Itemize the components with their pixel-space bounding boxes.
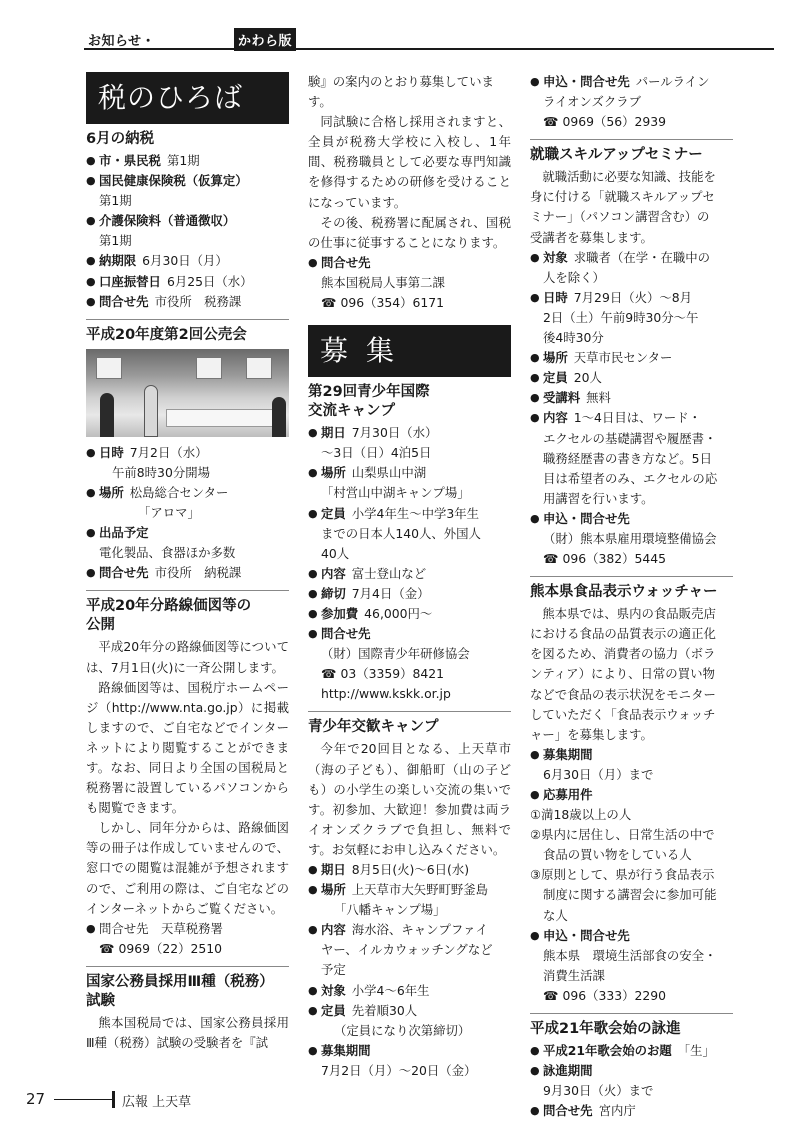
- seminar-line: 身に付ける「就職スキルアップセ: [530, 189, 715, 205]
- divider: [530, 139, 733, 140]
- list-item: ● 募集期間: [308, 1041, 511, 1061]
- list-item: ● 対象 求職者（在学・在職中の: [530, 248, 733, 268]
- list-item-cont: （定員になり次第締切）: [334, 1022, 471, 1038]
- phone-icon: ☎: [543, 114, 559, 130]
- list-item: ● 問合せ先 市役所 納税課: [86, 563, 289, 583]
- requirement-2: ②県内に居住し、日常生活の中で: [530, 827, 715, 843]
- footer-bar: [112, 1091, 115, 1108]
- list-item-cont: 予定: [321, 962, 346, 978]
- list-item-cont: 9月30日（火）まで: [543, 1083, 654, 1099]
- list-item-cont: までの日本人140人、外国人: [321, 525, 481, 541]
- koumuin-cont-3: その後、税務署に配属され、国税の仕事に従事することになります。: [308, 214, 511, 250]
- camp1-url[interactable]: http://www.kskk.or.jp: [321, 686, 451, 702]
- koumuin-para: 熊本国税局では、国家公務員採用Ⅲ種（税務）試験の受験者を『試: [86, 1014, 289, 1050]
- camp2-title: 青少年交歓キャンプ: [308, 719, 439, 736]
- koumuin-title: 国家公務員採用Ⅲ種（税務） 試験: [86, 973, 274, 1009]
- list-item: ● 介護保険料（普通徴収）: [86, 211, 289, 231]
- list-item-cont: エクセルの基礎講習や履歴書・: [543, 430, 717, 446]
- boshu-banner: 募集: [308, 325, 511, 377]
- list-item-cont: 「八幡キャンプ場」: [334, 902, 446, 918]
- column-3: [530, 72, 733, 1121]
- column-1: [86, 72, 289, 1053]
- footer-rule: [54, 1099, 112, 1100]
- list-item-cont: 消費生活課: [543, 967, 605, 983]
- rosenka-para-2: 路線価図等は、国税庁ホームページ（http://www.nta.go.jp）に掲載しますので、ご自宅などでインターネットにより閲覧することができます。なお、同日より全国の国税局と税務署に設置しているパソコンからも閲覧できます。: [86, 679, 290, 816]
- food-line: などで食品の表示状況をモニター: [530, 686, 716, 702]
- koumuin-tel: ☎ 096（354）6171: [321, 295, 445, 311]
- list-item: ● 内容 海水浴、キャンプファイ: [308, 920, 511, 940]
- food-line: していただく「食品表示ウォッチ: [530, 706, 716, 722]
- auction-photo: [86, 349, 289, 437]
- rosenka-para-3: しかし、同年分からは、路線価図等の冊子は作成していませんので、窓口での閲覧は混雑が予想されますので、ご利用の際は、ご自宅などのインターネットからご覧ください。: [86, 820, 290, 916]
- list-item: ● 場所 天草市民センター: [530, 348, 733, 368]
- seminar-line: 受講者を募集します。: [530, 229, 653, 245]
- list-item: ● 申込・問合せ先: [530, 926, 733, 946]
- camp2-para: 今年で20回目となる、上天草市（海の子ども）、御船町（山の子ども）の小学生の楽しい交流の集いです。初参加、大歓迎！参加費は両ライオンズクラブで負担し、無料です。お気軽にお申し込みください。: [308, 741, 512, 857]
- camp2-tel: ☎ 0969（56）2939: [543, 114, 667, 130]
- koumuin-cont-1: 験』の案内のとおり募集しています。: [308, 74, 494, 110]
- list-item: ● 定員 先着順30人: [308, 1001, 511, 1021]
- list-item-cont: ライオンズクラブ: [543, 94, 642, 110]
- list-item: ● 内容 1～4日目は、ワード・: [530, 408, 733, 428]
- list-item: ● 口座振替日 6月25日（水）: [86, 272, 289, 292]
- food-line: ャー」を募集します。: [530, 726, 653, 742]
- food-watcher-title: 熊本県食品表示ウォッチャー: [530, 584, 718, 601]
- list-item-cont: 2日（土）午前9時30分～午: [543, 309, 699, 325]
- seminar-line: ミナー」（パソコン講習含む）の: [530, 209, 710, 225]
- food-line: を図るため、消費者の協力（ボラ: [530, 646, 716, 662]
- list-item-cont: 「村営山中湖キャンプ場」: [321, 485, 470, 501]
- divider: [86, 319, 289, 320]
- requirement-3: ③原則として、県が行う食品表示: [530, 867, 715, 883]
- page-number: 27: [26, 1090, 46, 1108]
- divider: [86, 590, 289, 591]
- list-item: ● 平成21年歌会始のお題 「生」: [530, 1041, 733, 1061]
- requirement-3-cont: 制度に関する講習会に参加可能: [543, 887, 717, 903]
- food-line: 熊本県では、県内の食品販売店: [542, 606, 716, 622]
- list-item-cont: 用講習を行います。: [543, 490, 654, 506]
- list-item: ● 内容 富士登山など: [308, 564, 511, 584]
- utakai-title: 平成21年歌会始の詠進: [530, 1021, 681, 1038]
- list-item: ● 問合せ先: [308, 624, 511, 644]
- phone-icon: ☎: [321, 666, 337, 682]
- list-item: ● 問合せ先 宮内庁: [530, 1101, 733, 1121]
- list-item: ● 場所 山梨県山中湖: [308, 463, 511, 483]
- list-item-cont: 熊本県 環境生活部食の安全・: [543, 947, 717, 963]
- requirement-3-cont: な人: [543, 907, 568, 923]
- phone-icon: ☎: [321, 295, 337, 311]
- list-item: ● 国民健康保険税（仮算定）: [86, 171, 289, 191]
- list-item-cont: 7月2日（月）～20日（金）: [321, 1062, 477, 1078]
- list-item-cont: 電化製品、食器ほか多数: [99, 545, 236, 561]
- list-item: ● 締切 7月4日（金）: [308, 584, 511, 604]
- list-item: ● 受講料 無料: [530, 388, 733, 408]
- list-item-cont: 午前8時30分開場: [112, 464, 210, 480]
- list-item: ● 対象 小学4～6年生: [308, 981, 511, 1001]
- rosenka-title: 平成20年分路線価図等の 公開: [86, 598, 252, 634]
- list-item-cont: 後4時30分: [543, 330, 604, 346]
- food-line: における食品の品質表示の適正化: [530, 626, 716, 642]
- header-kawaraban: かわら版: [234, 28, 296, 51]
- list-item: ● 詠進期間: [530, 1061, 733, 1081]
- list-item: ● 申込・問合せ先 パールライン: [530, 72, 733, 92]
- tax-section-banner: 税のひろば: [86, 72, 289, 124]
- koumuin-cont-2: 同試験に合格し採用されますと、全員が税務大学校に入校し、1年間、税務職員として必要な専門知識を修得するための研修を受けることになっています。: [308, 114, 512, 210]
- list-item-cont: 職務経歴書の書き方など。5日: [543, 450, 712, 466]
- list-item-cont: （財）熊本県雇用環境整備協会: [543, 530, 717, 546]
- list-item: ● 申込・問合せ先: [530, 509, 733, 529]
- list-item-cont: 「アロマ」: [138, 505, 200, 521]
- list-item: ● 応募用件: [530, 785, 733, 805]
- list-item-cont: ～3日（日）4泊5日: [321, 445, 432, 461]
- list-item: ● 定員 小学4年生～中学3年生: [308, 504, 511, 524]
- list-item-cont: 第1期: [99, 193, 132, 209]
- list-item-cont: 人を除く）: [543, 269, 605, 285]
- seminar-title: 就職スキルアップセミナー: [530, 147, 703, 164]
- camp1-title: 第29回青少年国際 交流キャンプ: [308, 384, 430, 420]
- seminar-tel: ☎ 096（382）5445: [543, 551, 667, 567]
- list-item: ● 定員 20人: [530, 368, 733, 388]
- food-line: ンティア）により、日常の買い物: [530, 666, 715, 682]
- list-item: ● 納期限 6月30日（月）: [86, 251, 289, 271]
- list-item: ● 場所 松島総合センター: [86, 483, 289, 503]
- list-item: ● 問合せ先 市役所 税務課: [86, 292, 289, 312]
- rosenka-tel: ☎ 0969（22）2510: [99, 940, 223, 956]
- header-notice: お知らせ・: [88, 34, 156, 49]
- phone-icon: ☎: [543, 551, 559, 567]
- phone-icon: ☎: [543, 987, 559, 1003]
- list-item-cont: 6月30日（月）まで: [543, 766, 654, 782]
- rosenka-contact: ● 問合せ先 天草税務署: [86, 919, 289, 939]
- rosenka-para-1: 平成20年分の路線価図等については、7月1日(火)に一斉公開します。: [86, 639, 289, 675]
- list-item: ● 問合せ先: [308, 253, 511, 273]
- divider: [308, 711, 511, 712]
- june-tax-title: 6月の納税: [86, 131, 155, 147]
- list-item: ● 日時 7月29日（火）～8月: [530, 288, 733, 308]
- list-item-cont: （財）国際青少年研修協会: [321, 646, 470, 662]
- list-item: ● 市・県民税 第1期: [86, 151, 289, 171]
- divider: [530, 576, 733, 577]
- list-item-cont: ヤー、イルカウォッチングなど: [321, 942, 493, 958]
- requirement-1: ①満18歳以上の人: [530, 807, 632, 823]
- list-item: ● 期日 7月30日（水）: [308, 423, 511, 443]
- list-item-cont: 目は希望者のみ、エクセルの応: [543, 470, 718, 486]
- page-header: [84, 28, 774, 50]
- list-item-cont: 40人: [321, 545, 350, 561]
- publication-name: 広報 上天草: [122, 1095, 192, 1110]
- seminar-line: 就職活動に必要な知識、技能を: [542, 169, 716, 185]
- list-item: ● 参加費 46,000円～: [308, 604, 511, 624]
- phone-icon: ☎: [99, 940, 115, 956]
- divider: [530, 1013, 733, 1014]
- camp1-tel: ☎ 03（3359）8421: [321, 666, 445, 682]
- food-tel: ☎ 096（333）2290: [543, 987, 667, 1003]
- list-item-cont: 第1期: [99, 233, 132, 249]
- list-item: ● 場所 上天草市大矢野町野釜島: [308, 880, 511, 900]
- column-2: [308, 72, 511, 1081]
- list-item: ● 出品予定: [86, 523, 289, 543]
- auction-title: 平成20年度第2回公売会: [86, 326, 247, 343]
- list-item: ● 期日 8月5日(火)～6日(水): [308, 860, 511, 880]
- list-item: ● 募集期間: [530, 745, 733, 765]
- divider: [86, 966, 289, 967]
- list-item-cont: 熊本国税局人事第二課: [321, 274, 445, 290]
- requirement-2-cont: 食品の買い物をしている人: [543, 847, 692, 863]
- list-item: ● 日時 7月2日（水）: [86, 443, 289, 463]
